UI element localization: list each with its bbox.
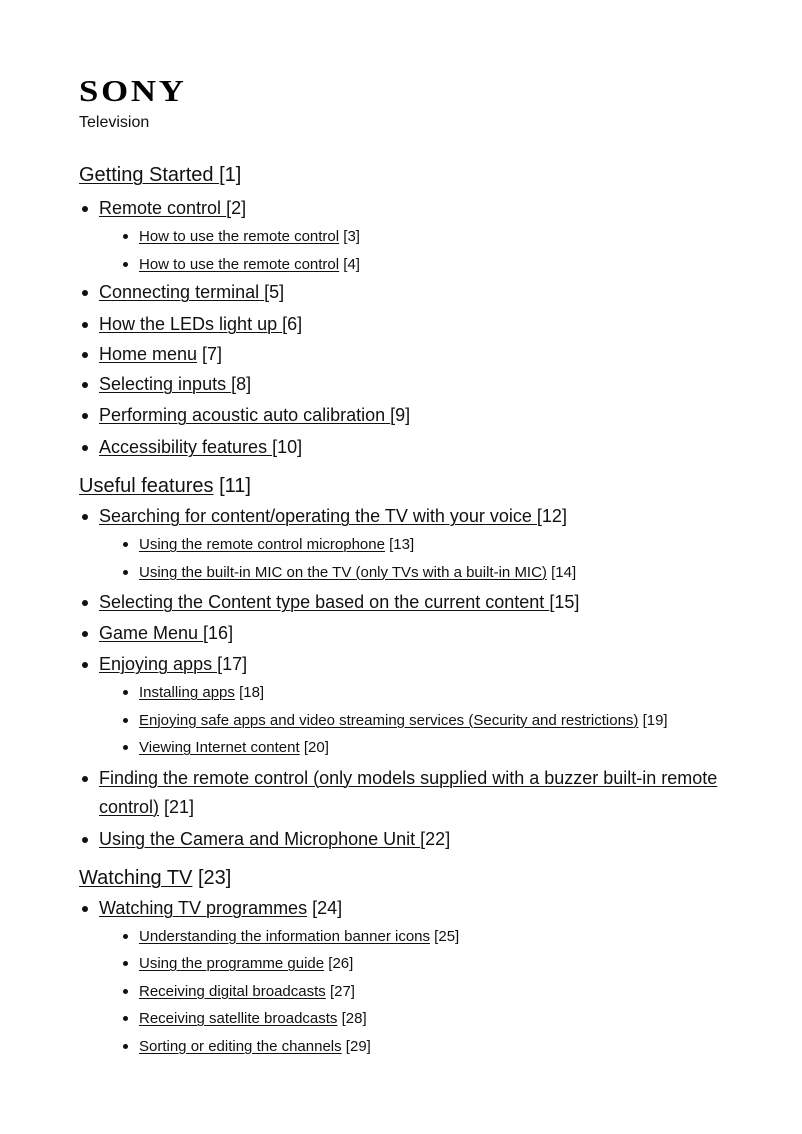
list-item — [79, 502, 739, 586]
topic-link[interactable]: Searching for content/operating the TV with your voice — [99, 506, 537, 526]
page-ref: [11] — [213, 475, 251, 497]
list-item — [99, 251, 739, 279]
topic-link[interactable]: Selecting the Content type based on the current content — [99, 592, 550, 612]
topic-link[interactable]: Game Menu — [99, 623, 204, 643]
page-ref: [15] — [549, 592, 580, 612]
section-link[interactable]: Useful features — [79, 475, 214, 497]
list-item — [99, 531, 739, 559]
subtopic-link[interactable]: Understanding the information banner icons — [139, 927, 431, 945]
subtopic-link[interactable]: How to use the remote control — [139, 228, 340, 245]
topic-link[interactable]: Home menu — [99, 344, 198, 364]
subtopic-link[interactable]: Using the remote control microphone — [139, 536, 385, 553]
list-item — [99, 734, 739, 762]
list-item — [79, 650, 739, 762]
list-item — [99, 923, 739, 951]
subtopic-list — [99, 923, 739, 1061]
list-item — [79, 194, 739, 278]
subtopic-link[interactable]: Receiving satellite broadcasts — [139, 1010, 338, 1027]
topic-list — [79, 894, 739, 1061]
page-ref: [16] — [203, 623, 234, 643]
document-page — [79, 73, 739, 1060]
page-ref: [17] — [217, 654, 248, 674]
page-ref: [7] — [197, 344, 223, 364]
page-ref: [28] — [337, 1010, 367, 1027]
list-item — [99, 1033, 739, 1061]
subtopic-link[interactable]: Viewing Internet content — [139, 739, 300, 756]
page-ref: [24] — [307, 897, 343, 918]
list-item — [79, 764, 739, 822]
section-link[interactable]: Watching TV — [79, 866, 193, 889]
page-ref: [12] — [536, 506, 567, 526]
page-ref: [29] — [341, 1037, 371, 1055]
section-title — [79, 866, 739, 890]
list-item — [99, 950, 739, 978]
page-ref: [5] — [264, 282, 285, 302]
list-item — [79, 401, 739, 430]
page-ref: [26] — [324, 955, 354, 972]
subtopic-link[interactable]: Enjoying safe apps and video streaming services (Security and restrictions) — [139, 711, 639, 729]
subtopic-list — [99, 679, 739, 762]
subtopic-link[interactable]: Sorting or editing the channels — [139, 1037, 342, 1055]
list-item — [79, 278, 739, 307]
list-item — [99, 978, 739, 1006]
list-item — [79, 340, 739, 369]
topic-link[interactable]: Selecting inputs — [99, 374, 232, 394]
list-item — [79, 588, 739, 617]
list-item — [79, 619, 739, 648]
section-getting-started — [79, 163, 739, 462]
page-ref: [18] — [234, 684, 265, 701]
section-title — [79, 163, 739, 187]
subtopic-link[interactable]: Using the programme guide — [139, 955, 325, 972]
sony-logo: SONY — [79, 73, 187, 108]
topic-link[interactable]: Enjoying apps — [99, 654, 218, 674]
topic-link[interactable]: Accessibility features — [99, 437, 273, 457]
page-ref: [25] — [430, 927, 460, 945]
subtopic-link[interactable]: Installing apps — [139, 684, 235, 701]
topic-link[interactable]: Finding the remote control (only models supplied with a buzzer built-in remote control) — [99, 767, 718, 817]
subtopic-list — [99, 223, 739, 278]
list-item — [79, 433, 739, 462]
list-item — [99, 559, 739, 587]
subtopic-list — [99, 531, 739, 586]
list-item — [79, 310, 739, 339]
page-ref: [9] — [390, 405, 411, 425]
list-item — [99, 1005, 739, 1033]
list-item — [79, 370, 739, 399]
page-ref: [19] — [638, 711, 668, 729]
topic-list — [79, 502, 739, 854]
subtopic-link[interactable]: Using the built-in MIC on the TV (only TVs with a built-in MIC) — [139, 563, 547, 581]
topic-link[interactable]: Performing acoustic auto calibration — [99, 405, 391, 425]
page-ref: [2] — [226, 198, 247, 218]
topic-list — [79, 194, 739, 462]
product-name: Television — [79, 114, 150, 131]
page-ref: [13] — [384, 536, 415, 553]
section-title — [79, 474, 739, 498]
topic-link[interactable]: Remote control — [99, 198, 227, 218]
list-item — [79, 894, 739, 1061]
page-ref: [22] — [420, 828, 451, 849]
list-item — [79, 825, 739, 854]
page-ref: [3] — [339, 228, 360, 245]
page-ref: [6] — [282, 314, 303, 334]
topic-link[interactable]: Watching TV programmes — [99, 897, 308, 918]
subtopic-link[interactable]: Receiving digital broadcasts — [139, 982, 326, 1000]
topic-link[interactable]: Connecting terminal — [99, 282, 265, 302]
list-item — [99, 679, 739, 707]
list-item — [99, 223, 739, 251]
page-ref: [1] — [219, 164, 242, 186]
page-ref: [20] — [299, 739, 329, 756]
page-ref: [8] — [231, 374, 252, 394]
list-item — [99, 707, 739, 735]
section-useful-features — [79, 474, 739, 854]
topic-link[interactable]: How the LEDs light up — [99, 314, 283, 334]
page-ref: [27] — [325, 982, 355, 1000]
section-watching-tv — [79, 866, 739, 1061]
section-link[interactable]: Getting Started — [79, 164, 220, 186]
page-ref: [10] — [272, 437, 303, 457]
subtopic-link[interactable]: How to use the remote control — [139, 255, 340, 273]
page-ref: [4] — [339, 255, 360, 273]
page-ref: [23] — [192, 866, 232, 889]
topic-link[interactable]: Using the Camera and Microphone Unit — [99, 828, 421, 849]
page-ref: [14] — [546, 563, 577, 581]
page-ref: [21] — [159, 796, 195, 817]
